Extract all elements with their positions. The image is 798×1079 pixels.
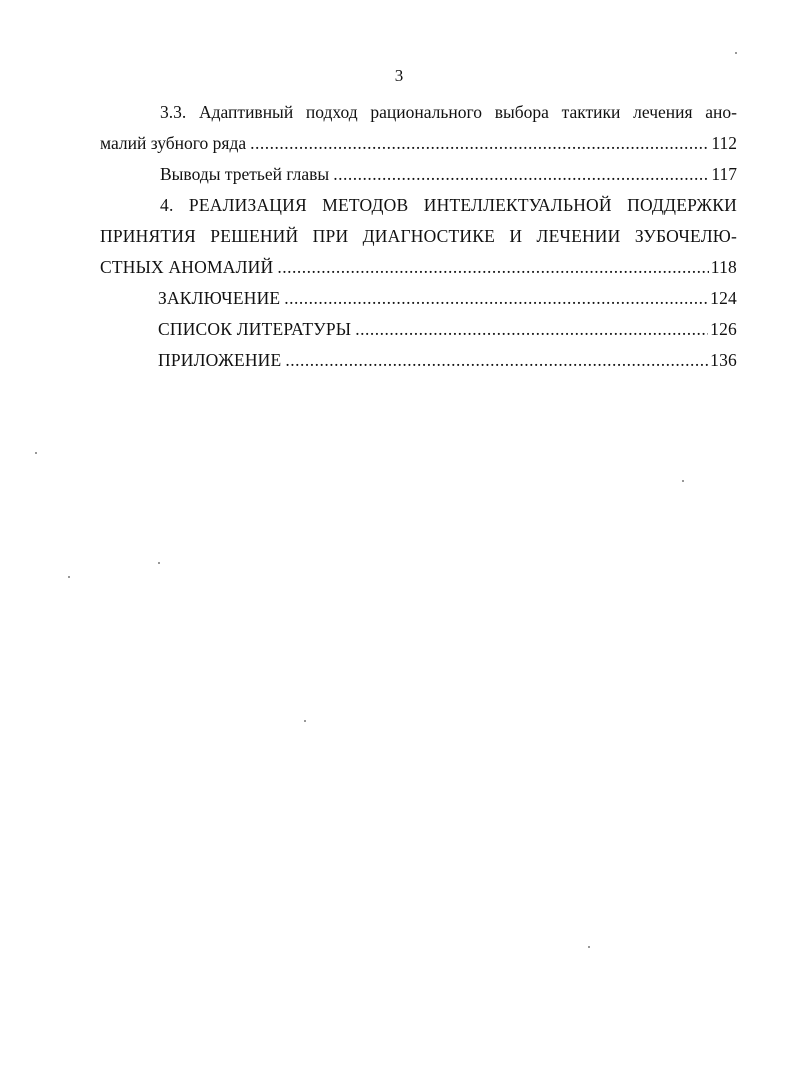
page-number: 3 bbox=[394, 66, 404, 85]
toc-entry-3-3-page: 112 bbox=[711, 133, 737, 153]
toc-entry-conclusion bbox=[100, 283, 737, 314]
scan-speck bbox=[158, 562, 160, 564]
toc-entry-chapter-4-title-end: СТНЫХ АНОМАЛИЙ bbox=[100, 257, 274, 277]
scan-speck bbox=[304, 720, 306, 722]
dot-leader bbox=[284, 283, 708, 314]
toc-entry-references-page: 126 bbox=[710, 319, 737, 339]
dot-leader bbox=[250, 128, 709, 159]
toc-entry-3-3-line2 bbox=[100, 128, 737, 159]
toc-entry-conclusion-page: 124 bbox=[710, 288, 737, 308]
toc-entry-chapter-4-page: 118 bbox=[710, 257, 737, 277]
toc-entry-conclusions-3 bbox=[100, 159, 737, 190]
toc-entry-conclusions-3-title: Выводы третьей главы bbox=[160, 164, 330, 184]
scan-speck bbox=[68, 576, 70, 578]
toc-entry-conclusions-3-page: 117 bbox=[711, 164, 737, 184]
toc-entry-chapter-4-line1: 4. РЕАЛИЗАЦИЯ МЕТОДОВ ИНТЕЛЛЕКТУАЛЬНОЙ ПОДДЕРЖКИ bbox=[160, 195, 737, 215]
toc-entry-chapter-4-line2: ПРИНЯТИЯ РЕШЕНИЙ ПРИ ДИАГНОСТИКЕ И ЛЕЧЕНИИ ЗУБОЧЕЛЮ- bbox=[100, 226, 737, 246]
scan-speck bbox=[588, 946, 590, 948]
dot-leader bbox=[355, 314, 708, 345]
scan-speck bbox=[735, 52, 737, 54]
toc-entry-references-title: СПИСОК ЛИТЕРАТУРЫ bbox=[158, 319, 352, 339]
toc-entry-references bbox=[100, 314, 737, 345]
toc-entry-3-3-line1: 3.3. Адаптивный подход рационального выбора тактики лечения ано- bbox=[160, 102, 737, 122]
toc-entry-3-3-title: малий зубного ряда bbox=[100, 133, 247, 153]
scan-speck bbox=[35, 452, 37, 454]
dot-leader bbox=[277, 252, 708, 283]
dot-leader bbox=[285, 345, 708, 376]
toc-entry-appendix bbox=[100, 345, 737, 376]
dot-leader bbox=[333, 159, 709, 190]
toc-entry-chapter-4-line3 bbox=[100, 252, 737, 283]
toc-entry-conclusion-title: ЗАКЛЮЧЕНИЕ bbox=[158, 288, 281, 308]
table-of-contents bbox=[100, 97, 737, 376]
toc-entry-appendix-page: 136 bbox=[710, 350, 737, 370]
toc-entry-appendix-title: ПРИЛОЖЕНИЕ bbox=[158, 350, 282, 370]
scan-speck bbox=[682, 480, 684, 482]
